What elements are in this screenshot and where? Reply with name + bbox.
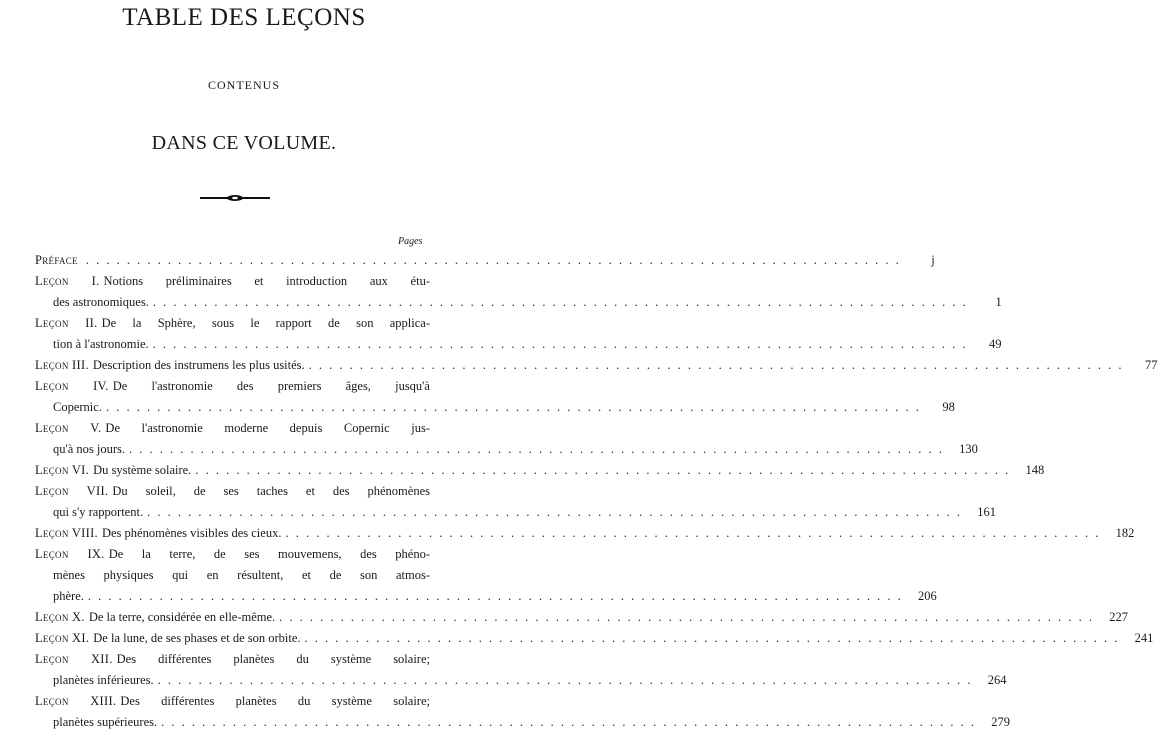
toc-line-text-wrap <box>53 712 157 733</box>
dot-leader: . . . . . . . . . . . . . . . . . . . . . . . . . . . . . . . . . . . . . . . . . . . . . . . . . . . . . . . . . . . . . . . . . . . . . . . . . . . . . . . . <box>308 358 1124 372</box>
toc-line-text-wrap <box>53 397 102 418</box>
toc-entry <box>35 418 978 460</box>
toc-line-text: De la terre, de ses mouvemens, des phéno- <box>108 547 430 561</box>
toc-entry <box>35 313 1002 355</box>
toc-line-text: Des phénomènes visibles des cieux. <box>101 526 282 540</box>
toc-line <box>35 250 935 271</box>
page-number: 77 <box>1145 358 1158 372</box>
toc-line-text: Copernic. <box>53 400 102 414</box>
dot-leader: . . . . . . . . . . . . . . . . . . . . . . . . . . . . . . . . . . . . . . . . . . . . . . . . . . . . . . . . . . . . . . . . . . . . . . . . . . . . . . . . <box>87 589 903 603</box>
toc-entry <box>35 649 1007 691</box>
page-number: 182 <box>1115 526 1135 540</box>
toc-line-text-wrap <box>35 523 281 544</box>
page-number: 227 <box>1109 610 1129 624</box>
page-number: 161 <box>977 505 996 519</box>
toc-line <box>35 712 1011 733</box>
page-number: 206 <box>918 589 937 603</box>
page-number: 98 <box>942 400 955 414</box>
toc-line-text: Des différentes planètes du système solaire; <box>120 694 430 708</box>
toc-line-text-wrap <box>35 607 275 628</box>
toc-line-text-wrap <box>35 250 82 271</box>
lesson-label: Leçon V. <box>35 421 102 435</box>
toc-line-text: De l'astronomie moderne depuis Copernic jus- <box>105 421 430 435</box>
dot-leader: . . . . . . . . . . . . . . . . . . . . . . . . . . . . . . . . . . . . . . . . . . . . . . . . . . . . . . . . . . . . . . . . . . . . . . . . . . . . . . . . <box>105 400 921 414</box>
toc-entry <box>35 460 1045 481</box>
lesson-label: Préface <box>35 253 78 267</box>
dot-leader: . . . . . . . . . . . . . . . . . . . . . . . . . . . . . . . . . . . . . . . . . . . . . . . . . . . . . . . . . . . . . . . . . . . . . . . . . . . . . . . . <box>147 505 962 519</box>
toc-line <box>35 397 955 418</box>
toc-line <box>35 481 430 502</box>
dot-leader: . . . . . . . . . . . . . . . . . . . . . . . . . . . . . . . . . . . . . . . . . . . . . . . . . . . . . . . . . . . . . . . . . . . . . . . . . . . . . . . . <box>285 526 1101 540</box>
toc-line <box>35 460 1045 481</box>
toc-line-text: De la Sphère, sous le rapport de son applica- <box>101 316 430 330</box>
toc-line-text-wrap <box>53 334 149 355</box>
dot-leader: . . . . . . . . . . . . . . . . . . . . . . . . . . . . . . . . . . . . . . . . . . . . . . . . . . . . . . . . . . . . . . . . . . . . . . . . . . . . . . . . <box>195 463 1011 477</box>
toc-line-text-wrap <box>53 586 84 607</box>
dot-leader: . . . . . . . . . . . . . . . . . . . . . . . . . . . . . . . . . . . . . . . . . . . . . . . . . . . . . . . . . . . . . . . . . . . . . . . . . . . . . . . . <box>279 610 1095 624</box>
page-number: 1 <box>995 295 1002 309</box>
page-number: j <box>931 253 935 267</box>
toc-entry <box>35 481 996 523</box>
toc-line-text-wrap <box>35 460 191 481</box>
dot-leader: . . . . . . . . . . . . . . . . . . . . . . . . . . . . . . . . . . . . . . . . . . . . . . . . . . . . . . . . . . . . . . . . . . . . . . . . . . . . . . . . <box>152 295 968 309</box>
toc-entry <box>35 607 1129 628</box>
toc-line <box>35 649 430 670</box>
toc-line-text: Du soleil, de ses taches et des phénomènes <box>112 484 430 498</box>
ornament-divider-icon <box>200 193 270 203</box>
toc-line-text-wrap <box>53 292 149 313</box>
lesson-label: Leçon VIII. <box>35 526 98 540</box>
toc-line-text: phère. <box>53 589 84 603</box>
toc-line-text-wrap <box>53 502 143 523</box>
toc-line-text: De la lune, de ses phases et de son orbite. <box>93 631 301 645</box>
toc-line-text-wrap <box>53 439 125 460</box>
dot-leader: . . . . . . . . . . . . . . . . . . . . . . . . . . . . . . . . . . . . . . . . . . . . . . . . . . . . . . . . . . . . . . . . . . . . . . . . . . . . . . . . <box>157 673 973 687</box>
toc-line-text: planètes supérieures. <box>53 715 158 729</box>
toc-line <box>35 691 430 712</box>
toc-line <box>35 271 430 292</box>
dot-leader: . . . . . . . . . . . . . . . . . . . . . . . . . . . . . . . . . . . . . . . . . . . . . . . . . . . . . . . . . . . . . . . . . . . . . . . . . . . . . . . . <box>152 337 968 351</box>
toc-line <box>35 544 430 565</box>
toc-entry <box>35 271 1002 313</box>
volume-heading: DANS CE VOLUME. <box>151 132 337 154</box>
page-number: 130 <box>959 442 978 456</box>
toc-line <box>35 670 1007 691</box>
toc-line-text: Notions préliminaires et introduction aux étu- <box>103 274 430 288</box>
toc-line-text: qui s'y rapportent. <box>53 505 144 519</box>
toc-line <box>35 313 430 334</box>
lesson-label: Leçon IX. <box>35 547 105 561</box>
toc-entry <box>35 250 935 271</box>
page-number: 264 <box>987 673 1007 687</box>
toc-line-text: De l'astronomie des premiers âges, jusqu'à <box>112 379 430 393</box>
toc-entry <box>35 523 1135 544</box>
toc-line-text: Description des instrumens les plus usités. <box>92 358 305 372</box>
page-number: 241 <box>1134 631 1154 645</box>
toc-entry <box>35 628 1154 649</box>
toc-line-text: planètes inférieures. <box>53 673 154 687</box>
lesson-label: Leçon IV. <box>35 379 109 393</box>
toc-line-text: mènes physiques qui en résultent, et de son atmos- <box>53 568 430 582</box>
toc-entry <box>35 544 937 607</box>
toc-line-text: tion à l'astronomie. <box>53 337 149 351</box>
lesson-label: Leçon I. <box>35 274 100 288</box>
lesson-label: Leçon XII. <box>35 652 113 666</box>
lesson-label: Leçon XIII. <box>35 694 117 708</box>
lesson-label: Leçon X. <box>35 610 85 624</box>
toc-line <box>35 523 1135 544</box>
lesson-label: Leçon VI. <box>35 463 90 477</box>
toc-entry <box>35 691 1011 733</box>
toc-line <box>35 607 1129 628</box>
toc-line-text: Des différentes planètes du système solaire; <box>116 652 430 666</box>
page-number: 49 <box>989 337 1002 351</box>
toc-line-text: qu'à nos jours. <box>53 442 126 456</box>
toc-line <box>35 355 1158 376</box>
toc-line <box>35 502 996 523</box>
toc-entry <box>35 376 955 418</box>
toc-entry <box>35 355 1158 376</box>
toc-line <box>35 292 1002 313</box>
dot-leader: . . . . . . . . . . . . . . . . . . . . . . . . . . . . . . . . . . . . . . . . . . . . . . . . . . . . . . . . . . . . . . . . . . . . . . . . . . . . . . . . <box>161 715 977 729</box>
lesson-label: Leçon XI. <box>35 631 90 645</box>
dot-leader: . . . . . . . . . . . . . . . . . . . . . . . . . . . . . . . . . . . . . . . . . . . . . . . . . . . . . . . . . . . . . . . . . . . . . . . . . . . . . . . . <box>304 631 1120 645</box>
toc-line-text: Du système solaire. <box>93 463 192 477</box>
page-number: 279 <box>991 715 1011 729</box>
toc-line <box>35 418 430 439</box>
toc-line-text-wrap <box>35 355 305 376</box>
toc-line-text-wrap <box>35 628 301 649</box>
toc-line <box>35 586 937 607</box>
toc-line-text: des astronomiques. <box>53 295 149 309</box>
page-title: TABLE DES LEÇONS <box>122 4 366 31</box>
dot-leader: . . . . . . . . . . . . . . . . . . . . . . . . . . . . . . . . . . . . . . . . . . . . . . . . . . . . . . . . . . . . . . . . . . . . . . . . . . . . . . . . <box>129 442 944 456</box>
table-of-contents <box>35 250 1158 733</box>
lesson-label: Leçon III. <box>35 358 89 372</box>
toc-line <box>35 376 430 397</box>
toc-line <box>35 439 978 460</box>
dot-leader: . . . . . . . . . . . . . . . . . . . . . . . . . . . . . . . . . . . . . . . . . . . . . . . . . . . . . . . . . . . . . . . . . . . . . . . . . . . . . . . . <box>85 253 901 267</box>
toc-line <box>35 565 430 586</box>
pages-column-label: Pages <box>398 236 423 247</box>
page-number: 148 <box>1025 463 1045 477</box>
toc-line-text: De la terre, considérée en elle-même. <box>88 610 276 624</box>
toc-line <box>35 628 1154 649</box>
lesson-label: Leçon VII. <box>35 484 109 498</box>
toc-line <box>35 334 1002 355</box>
page-subtitle: CONTENUS <box>207 78 280 92</box>
lesson-label: Leçon II. <box>35 316 98 330</box>
toc-line-text-wrap <box>53 670 154 691</box>
